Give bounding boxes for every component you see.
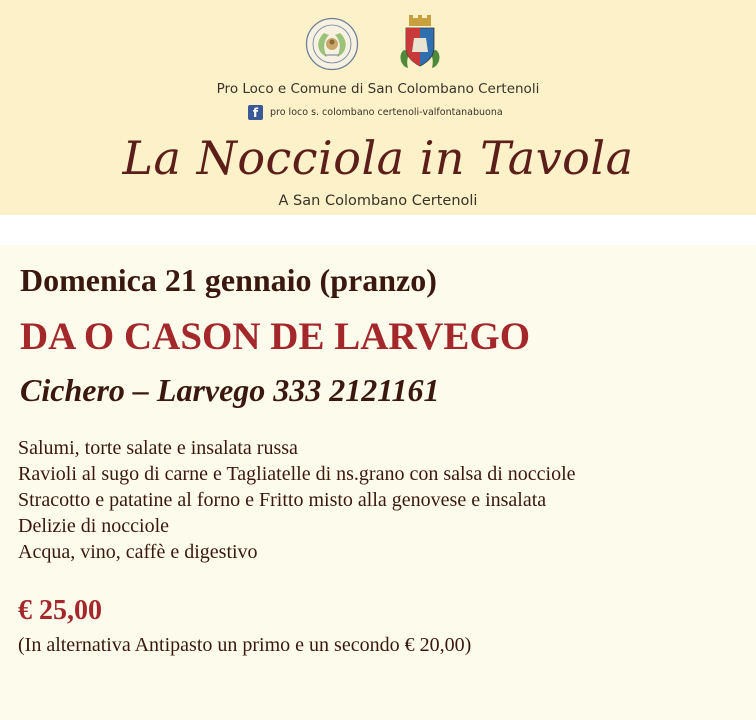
menu-item: Delizie di nocciole	[18, 515, 170, 537]
event-title: La Nocciola in Tavola	[122, 131, 634, 185]
comune-coat-of-arms	[398, 14, 442, 72]
menu-list	[18, 435, 576, 565]
venue-location-phone: Cichero – Larvego 333 2121161	[20, 372, 440, 408]
menu-item: Acqua, vino, caffè e digestivo	[18, 541, 258, 563]
facebook-icon: f	[248, 105, 263, 120]
menu-item: Stracotto e patatine al forno e Fritto misto alla genovese e insalata	[18, 489, 547, 511]
menu-price: € 25,00	[18, 595, 102, 626]
proloco-logo	[305, 17, 359, 71]
divider-gap	[0, 215, 756, 245]
facebook-line	[248, 104, 503, 120]
facebook-page-name: pro loco s. colombano certenoli-valfontanabuona	[270, 106, 503, 118]
alternative-price: (In alternativa Antipasto un primo e un secondo € 20,00)	[18, 634, 472, 656]
venue-name: DA O CASON DE LARVEGO	[20, 315, 531, 358]
event-date: Domenica 21 gennaio (pranzo)	[20, 262, 437, 298]
event-subtitle: A San Colombano Certenoli	[278, 193, 478, 209]
menu-item: Ravioli al sugo di carne e Tagliatelle di ns.grano con salsa di nocciole	[18, 463, 576, 485]
organizers-line: Pro Loco e Comune di San Colombano Certenoli	[216, 81, 540, 97]
menu-item: Salumi, torte salate e insalata russa	[18, 437, 298, 459]
